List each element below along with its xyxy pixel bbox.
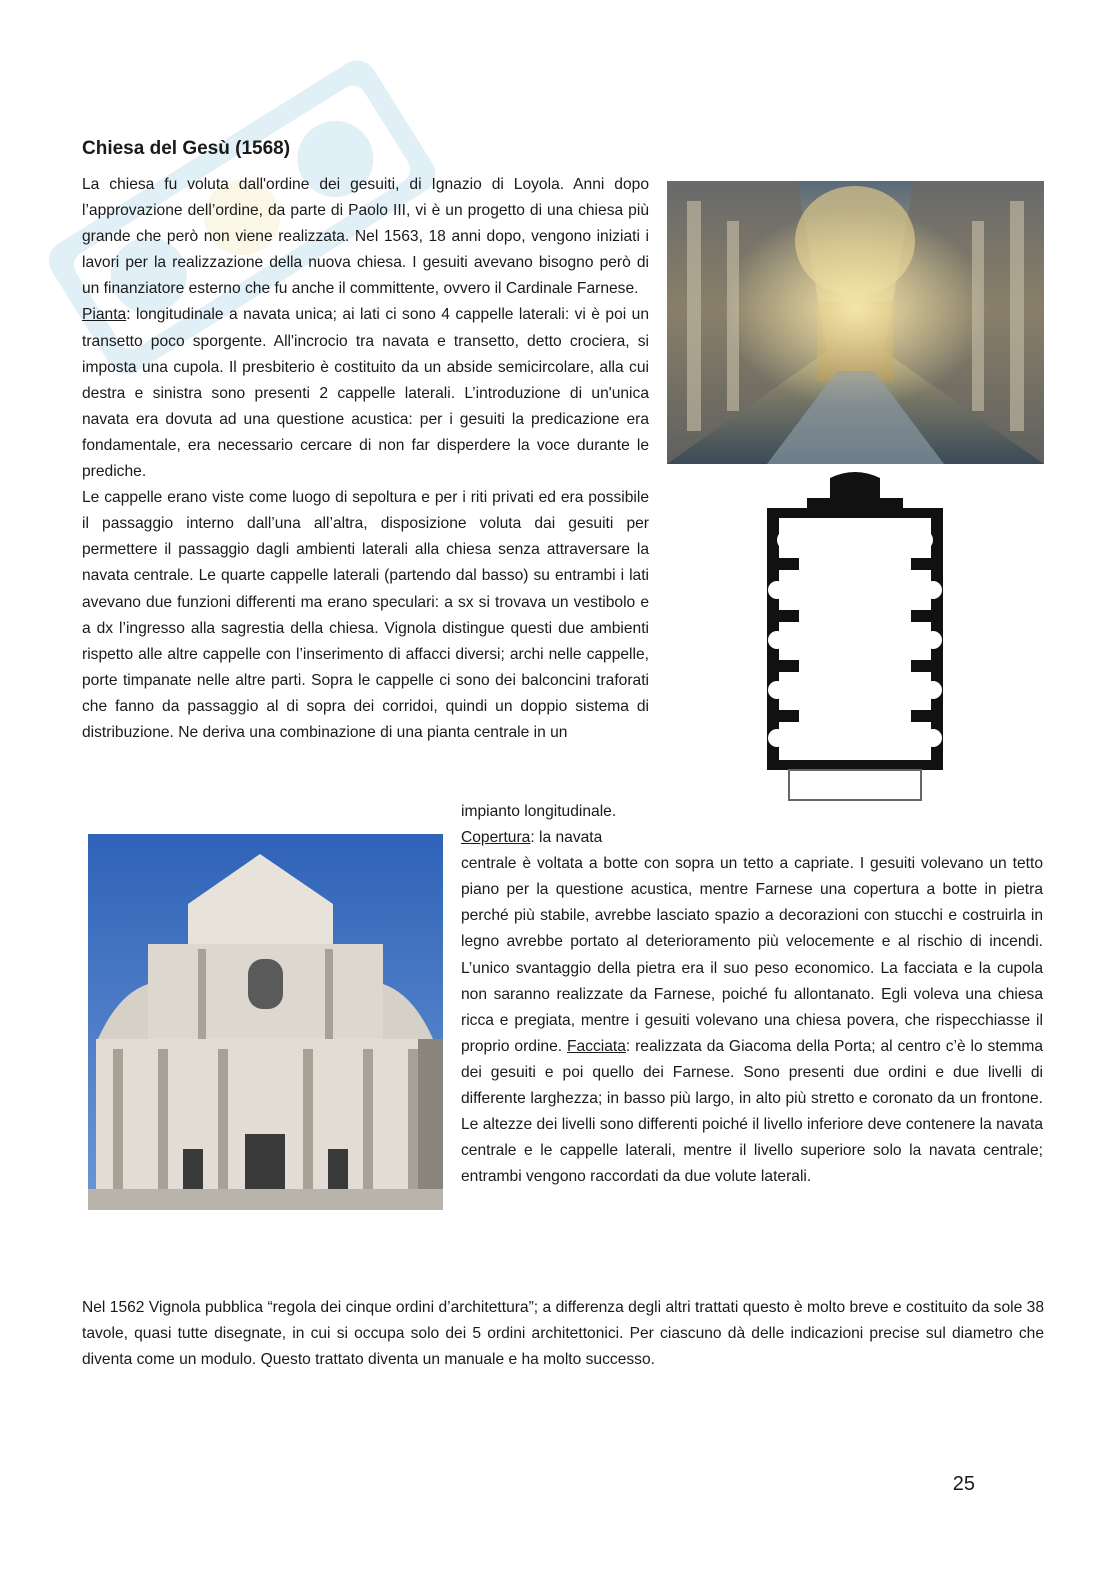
paragraph-cappelle: Le cappelle erano viste come luogo di sepoltura e per i riti privati ed era possibile il passaggio interno dall’una all’altra, disposizione voluta dai gesuiti per permettere il passaggio dagli ambienti laterali alla chiesa senza attraversare la navata centrale. Le quarte cappelle laterali (partendo dal basso) su entrambi i lati avevano due funzioni differenti ma erano speculari: a sx si trovava un vestibolo e a dx l’ingresso alla sagrestia della chiesa. Vignola distingue questi due ambienti rispetto alle altre cappelle con l’inserimento di affacci diversi; archi nelle cappelle, porte timpanate nelle altre parti. Sopra le cappelle ci sono dei balconcini traforati che fanno da passaggio al di sopra dei corridoi, quindi un doppio sistema di distribuzione. Ne deriva una combinazione di una pianta centrale in un xyxy=(82,489,649,741)
interior-photo xyxy=(667,181,1044,464)
line-continuation: impianto longitudinale. xyxy=(461,803,617,820)
page-title: Chiesa del Gesù (1568) xyxy=(82,138,291,159)
label-copertura: Copertura xyxy=(461,829,531,847)
paragraph-pianta: Pianta: longitudinale a navata unica; ai lati ci sono 4 cappelle laterali: vi è poi un transetto poco sporgente. All'incrocio tra navata e transetto, detto crociera, si imposta una cupola. Il presbiterio è costituito da un abside semicircolare, alla cui destra e sinistra sono presenti 2 cappelle laterali. L’introduzione di un'unica navata era dovuta ad una questione acustica: per i gesuiti la predicazione era fondamentale, era necessario cercare di non far disperdere la voce durante le prediche. xyxy=(82,306,649,481)
label-pianta: Pianta xyxy=(82,306,127,324)
text-column-right xyxy=(461,799,1043,1190)
paragraph-vignola: Nel 1562 Vignola pubblica “regola dei cinque ordini d’architettura”; a differenza degli altri trattati questo è molto breve e costituito da sole 38 tavole, quasi tutte disegnate, in cui si occupa solo dei 5 ordini architettonici. Per ciascuno dà delle indicazioni precise sul diametro che diventa come un modulo. Questo trattato diventa un manuale e ha molto successo. xyxy=(82,1299,1044,1369)
text-column-left xyxy=(82,172,649,746)
paragraph-copertura: Copertura: la navata centrale è voltata a botte con sopra un tetto a capriate. I gesuiti volevano un tetto piano per la questione acustica, mentre Farnese una copertura a botte in pietra perché più stabile, avrebbe lasciato spazio a decorazioni con stucchi e costruirla in legno avrebbe portato al deterioramento più velocemente e al rischio di incendi. L’unico svantaggio della pietra era il suo peso economico. La facciata e la cupola non saranno realizzate da Farnese, poiché fu allontanato. Egli voleva una chiesa ricca e pregiata, mentre i gesuiti volevano una chiesa povera, che rispecchiasse il proprio ordine. Facciata: realizzata da Giacoma della Porta; al centro c’è lo stemma dei gesuiti e poi quello dei Farnese. Sono presenti due ordini e due livelli di differente larghezza; in basso più largo, in alto più stretto e coronato da un frontone. Le altezze dei livelli sono differenti poiché il livello inferiore deve contenere la navata centrale e le cappelle laterali, mentre il livello superiore solo la navata centrale; entrambi vengono raccordati da due volute laterali. xyxy=(461,829,1043,1186)
page-number: 25 xyxy=(952,1473,975,1495)
paragraph-intro: La chiesa fu voluta dall'ordine dei gesuiti, di Ignazio di Loyola. Anni dopo l’approvazione dell’ordine, da parte di Paolo III, vi è un progetto di una chiesa più grande che però non viene realizzata. Nel 1563, 18 anni dopo, vengono iniziati i lavori per la realizzazione della nuova chiesa. I gesuiti avevano bisogno però di un finanziatore esterno che fu anche il committente, ovvero il Cardinale Farnese. xyxy=(82,176,649,298)
facade-photo xyxy=(88,834,443,1210)
label-facciata: Facciata xyxy=(566,1037,626,1055)
floor-plan-drawing xyxy=(667,470,1044,810)
